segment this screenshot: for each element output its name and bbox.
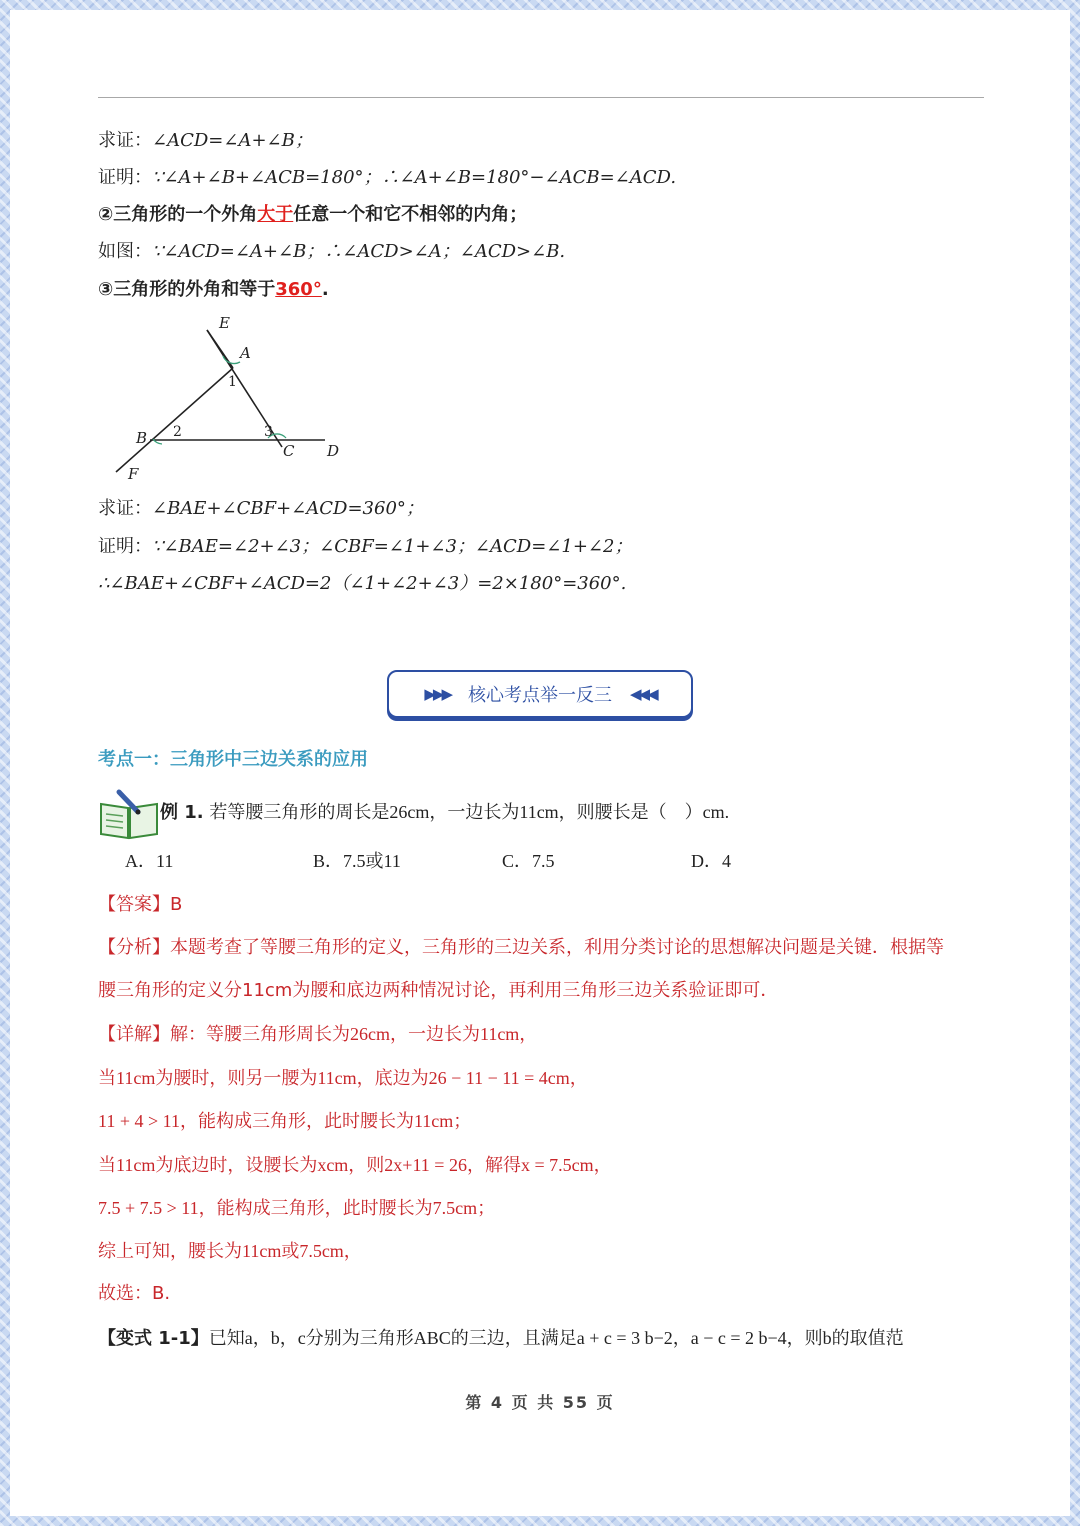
label-2: 2 (173, 424, 182, 440)
analysis-line-2: 腰三角形的定义分11cm为腰和底边两种情况讨论，再利用三角形三边关系验证即可． (98, 980, 779, 1001)
zhengming-expr: ∵∠A+∠B+∠ACB=180°；∴∠A+∠B=180°−∠ACB=∠ACD. (152, 167, 677, 188)
option-c: C．7.5 (502, 851, 555, 871)
property3-keyword: 360° (275, 279, 322, 300)
label-D: D (327, 442, 340, 460)
property3-prefix: ③三角形的外角和等于 (98, 279, 276, 300)
analysis-line-1: 【分析】本题考查了等腰三角形的定义，三角形的三边关系，利用分类讨论的思想解决问题是关键．根据等 (98, 937, 944, 958)
qiuzheng-label: 求证： (98, 130, 152, 151)
qiuzheng-expr: ∠ACD=∠A+∠B； (152, 130, 313, 151)
section-title: 考点一：三角形中三边关系的应用 (98, 749, 368, 770)
label-1: 1 (228, 374, 237, 390)
zhengming3-label: 证明： (98, 536, 152, 557)
qiuzheng3-label: 求证： (98, 498, 152, 519)
triple-arrow-right-icon: ▶▶▶ (424, 685, 450, 703)
document-page (10, 10, 1070, 1516)
header-divider (98, 97, 984, 98)
detail-line-4: 当11cm为底边时，设腰长为xcm，则2x+11 = 26，解得x = 7.5cm， (98, 1155, 612, 1175)
option-d: D．4 (691, 851, 731, 871)
zhengming3-expr: ∵∠BAE=∠2+∠3；∠CBF=∠1+∠3；∠ACD=∠1+∠2； (152, 536, 633, 557)
detail-line-5: 7.5 + 7.5 > 11，能构成三角形，此时腰长为7.5cm； (98, 1198, 496, 1218)
proof3-zhengming (98, 534, 632, 560)
property2-keyword: 大于 (257, 204, 294, 225)
page-number-footer: 第 4 页 共 55 页 (465, 1393, 615, 1412)
detail-line-1: 【详解】解：等腰三角形周长为26cm，一边长为11cm， (98, 1024, 538, 1044)
label-A: A (240, 344, 251, 362)
detail-line-7: 故选：B. (98, 1283, 171, 1304)
triangle-figure (110, 310, 350, 490)
example-question: 若等腰三角形的周长是26cm，一边长为11cm，则腰长是（ ）cm. (209, 802, 730, 822)
label-C: C (283, 442, 295, 460)
answer: 【答案】B (98, 894, 183, 915)
detail-line-3: 11 + 4 > 11，能构成三角形，此时腰长为11cm； (98, 1111, 472, 1131)
detail-line-6: 综上可知，腰长为11cm或7.5cm， (98, 1241, 362, 1261)
variant-1-1 (98, 1325, 904, 1352)
proof3-qiuzheng (98, 496, 424, 522)
banner-title: 核心考点举一反三 (468, 685, 612, 706)
open-book-pencil-icon (98, 788, 160, 842)
qiuzheng3-expr: ∠BAE+∠CBF+∠ACD=360°； (152, 498, 424, 519)
label-3: 3 (264, 424, 273, 440)
proof1-qiuzheng (98, 128, 313, 154)
triple-arrow-left-icon: ◀◀◀ (630, 685, 656, 703)
property3-suffix: . (321, 279, 329, 300)
proof1-zhengming (98, 165, 676, 191)
core-points-banner (387, 670, 693, 718)
property-2 (98, 202, 527, 228)
label-F: F (128, 465, 139, 483)
variant-label: 【变式 1-1】 (98, 1328, 209, 1349)
ru-tu-expr: ∵∠ACD=∠A+∠B；∴∠ACD>∠A；∠ACD>∠B. (152, 241, 566, 262)
example-label: 例 1. (160, 802, 204, 823)
ru-tu-label: 如图： (98, 241, 152, 262)
property2-prefix: ②三角形的一个外角 (98, 204, 258, 225)
variant-text: 已知a，b，c分别为三角形ABC的三边，且满足a + c = 3 b−2，a − c = 2 b−4，则b的取值范 (208, 1328, 904, 1348)
option-a: A．11 (125, 851, 174, 871)
label-E: E (219, 314, 230, 332)
option-b: B．7.5或11 (313, 851, 401, 871)
property2-suffix: 任意一个和它不相邻的内角； (293, 204, 528, 225)
zhengming-label: 证明： (98, 167, 152, 188)
proof3-conclusion: ∴∠BAE+∠CBF+∠ACD=2（∠1+∠2+∠3）=2×180°=360°. (98, 573, 627, 594)
figure-line (98, 239, 565, 265)
property-3 (98, 277, 329, 303)
label-B: B (136, 429, 148, 447)
example-1 (160, 799, 729, 826)
detail-line-2: 当11cm为腰时，则另一腰为11cm，底边为26 − 11 − 11 = 4cm， (98, 1068, 588, 1088)
